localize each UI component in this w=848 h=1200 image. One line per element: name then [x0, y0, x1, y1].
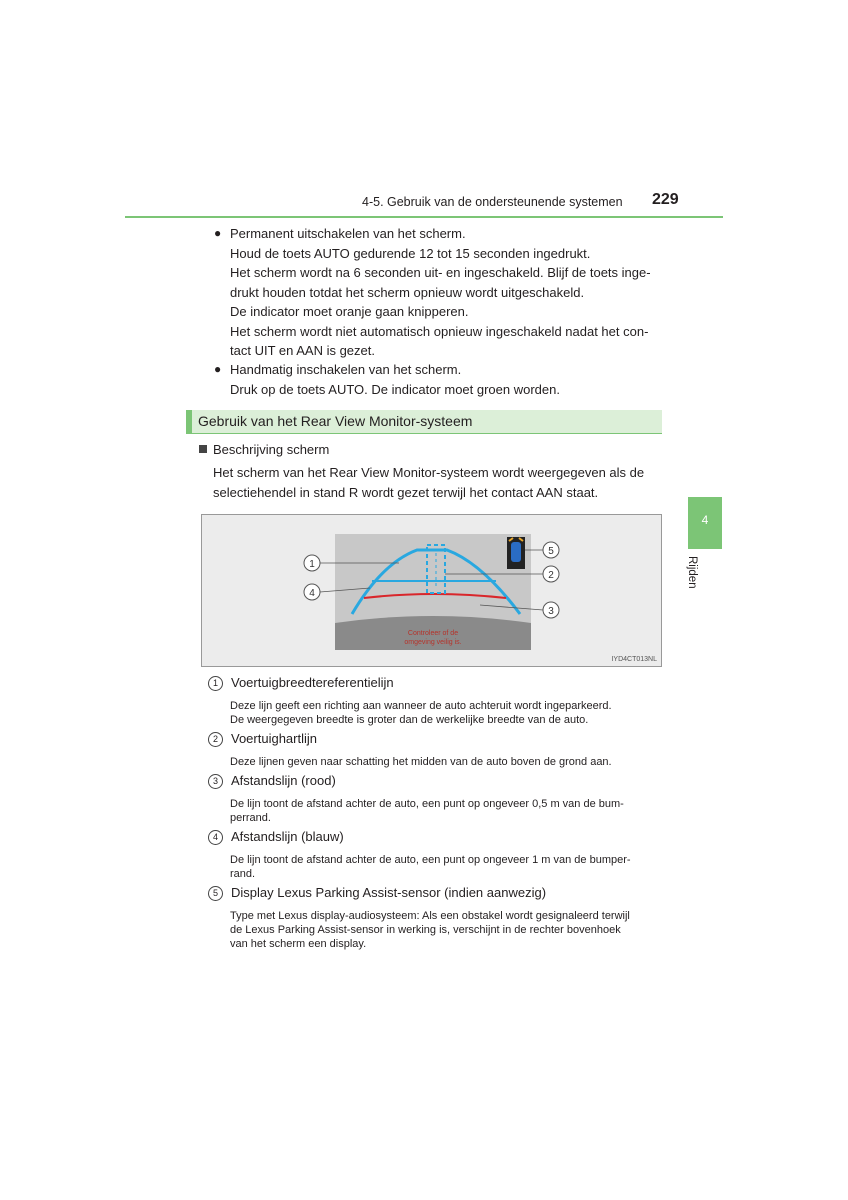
bullet-line: Het scherm wordt na 6 seconden uit- en ingeschakeld. Blijf de toets inge- — [230, 265, 651, 280]
desc-line: Type met Lexus display-audiosysteem: Als een obstakel wordt gesignaleerd terwijl — [230, 910, 630, 922]
bullet-icon: ● — [214, 226, 222, 240]
desc-line: De lijn toont de afstand achter de auto, een punt op ongeveer 1 m van de bumper- — [230, 854, 631, 866]
callout-1-label: 1 — [309, 559, 315, 570]
running-header: 4-5. Gebruik van de ondersteunende systemen — [362, 195, 623, 209]
section-heading-text: Gebruik van het Rear View Monitor-systeem — [198, 413, 473, 429]
item-2-description — [230, 755, 612, 769]
intro-line: selectiehendel in stand R wordt gezet terwijl het contact AAN staat. — [213, 485, 599, 500]
bullet-line: drukt houden totdat het scherm opnieuw wordt uitgeschakeld. — [230, 284, 585, 300]
bullet-line: Houd de toets AUTO gedurende 12 tot 15 seconden ingedrukt. — [230, 245, 591, 261]
item-number-icon: 1 — [208, 676, 223, 691]
item-number-icon: 5 — [208, 886, 223, 901]
item-3-title — [208, 773, 336, 789]
callout-3-label: 3 — [548, 606, 554, 617]
bullet-line: Druk op de toets AUTO. De indicator moet groen worden. — [230, 381, 560, 397]
item-title: Afstandslijn (blauw) — [231, 829, 344, 844]
desc-line: Deze lijnen geven naar schatting het midden van de auto boven de grond aan. — [230, 756, 612, 768]
item-title: Display Lexus Parking Assist-sensor (indien aanwezig) — [231, 885, 547, 900]
item-title: Afstandslijn (rood) — [231, 773, 336, 788]
desc-line: Deze lijn geeft een richting aan wanneer de auto achteruit wordt ingeparkeerd. — [230, 700, 612, 712]
item-1-title — [208, 675, 394, 691]
chapter-tab: 4 — [688, 497, 722, 549]
item-title: Voertuighartlijn — [231, 731, 317, 746]
bullet-line: Permanent uitschakelen van het scherm. — [230, 226, 466, 241]
item-5-description — [230, 909, 630, 951]
item-5-title — [208, 885, 546, 901]
desc-line: perrand. — [230, 812, 271, 824]
callout-2-label: 2 — [548, 570, 554, 581]
item-1-description — [230, 699, 612, 727]
chapter-label: Rijden — [686, 556, 698, 589]
subsection-heading — [199, 442, 329, 457]
bullet-permanent-off — [214, 224, 651, 361]
desc-line: van het scherm een display. — [230, 938, 367, 950]
rear-view-screen-figure — [201, 514, 662, 667]
item-3-description — [230, 797, 624, 825]
bullet-icon: ● — [214, 362, 222, 376]
screen-warning-line-1: Controleer of de — [407, 630, 459, 637]
figure-code: IYD4CT013NL — [611, 656, 657, 663]
item-4-title — [208, 829, 344, 845]
desc-line: de Lexus Parking Assist-sensor in werking is, verschijnt in de rechter bovenhoek — [230, 924, 621, 936]
rear-view-diagram — [202, 515, 661, 666]
page-number: 229 — [652, 191, 679, 208]
bullet-line: De indicator moet oranje gaan knipperen. — [230, 304, 469, 319]
callout-5-label: 5 — [548, 546, 554, 557]
bullet-line: tact UIT en AAN is gezet. — [230, 343, 375, 358]
desc-line: rand. — [230, 868, 256, 880]
desc-line: De weergegeven breedte is groter dan de werkelijke breedte van de auto. — [230, 714, 589, 726]
item-number-icon: 2 — [208, 732, 223, 747]
bullet-manual-on — [214, 360, 560, 399]
intro-paragraph — [213, 463, 644, 503]
subsection-title: Beschrijving scherm — [213, 442, 330, 457]
item-number-icon: 3 — [208, 774, 223, 789]
bullet-line: Het scherm wordt niet automatisch opnieuw ingeschakeld nadat het con- — [230, 323, 649, 339]
screen-warning-line-2: omgeving veilig is. — [404, 639, 462, 646]
bullet-line: Handmatig inschakelen van het scherm. — [230, 362, 462, 377]
item-2-title — [208, 731, 317, 747]
car-icon — [511, 542, 521, 562]
square-bullet-icon — [199, 445, 207, 453]
item-title: Voertuigbreedtereferentielijn — [231, 675, 394, 690]
header-rule — [125, 216, 723, 218]
callout-4-label: 4 — [309, 588, 315, 599]
intro-line: Het scherm van het Rear View Monitor-systeem wordt weergegeven als de — [213, 465, 645, 480]
item-number-icon: 4 — [208, 830, 223, 845]
section-heading — [186, 410, 662, 434]
item-4-description — [230, 853, 631, 881]
desc-line: De lijn toont de afstand achter de auto, een punt op ongeveer 0,5 m van de bum- — [230, 798, 624, 810]
